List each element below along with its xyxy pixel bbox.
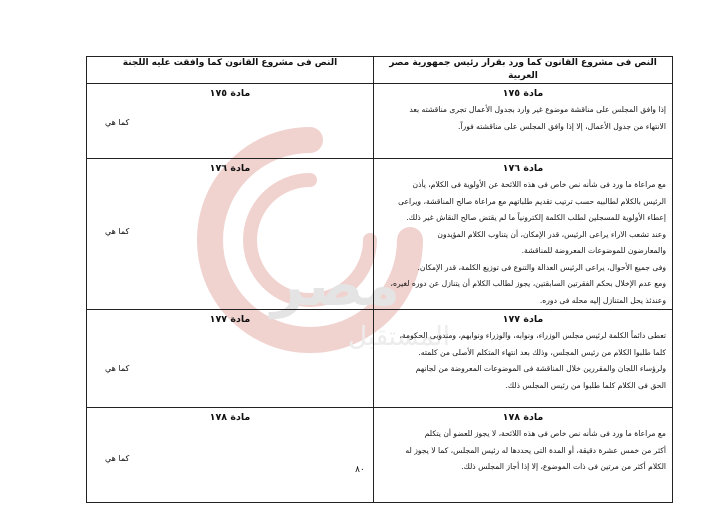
unchanged-note: كما هي xyxy=(105,227,130,236)
table-row xyxy=(87,310,673,408)
committee-text-cell xyxy=(87,84,374,159)
law-comparison-table xyxy=(86,56,673,503)
article-body xyxy=(374,424,672,476)
article-line: ولرؤساء اللجان والمقررين خلال المناقشة فى الموضوعات المعروضة من لجانهم xyxy=(415,364,666,373)
article-line: وفى جميع الأحوال، يراعى الرئيس العدالة والتنوع فى توزيع الكلمة، قدر الإمكان. xyxy=(417,262,666,272)
government-text-cell xyxy=(374,408,673,503)
committee-text-cell xyxy=(87,159,374,310)
watermark-text-top: مصر xyxy=(270,251,400,319)
article-line: الانتهاء من جدول الأعمال، إلا إذا وافق المجلس على مناقشته فوراً. xyxy=(458,121,666,131)
table-row xyxy=(87,159,673,310)
page-number: ٨٠ xyxy=(355,465,365,475)
article-line: ومع عدم الإخلال بحكم الفقرتين السابقتين، يجوز لطالب الكلام أن يتنازل عن دوره لغيره، xyxy=(390,279,666,288)
government-text-cell xyxy=(374,159,673,310)
unchanged-note: كما هي xyxy=(105,454,130,463)
table-row xyxy=(87,408,673,503)
article-line: والمعارضون للموضوعات المعروضة للمناقشة. xyxy=(521,246,666,255)
article-line: الكلام أكثر من مرتين فى ذات الموضوع، إلا إذا أجاز المجلس ذلك. xyxy=(461,462,666,471)
article-line: إعطاء الأولوية للمسجلين لطلب الكلمة إلكترونياً ما لم يقتض صالح النقاش غير ذلك. xyxy=(406,213,666,222)
article-line: تعطى دائماً الكلمة لرئيس مجلس الوزراء، ونوابه، والوزراء ونوابهم، ومندوبى الحكومة، xyxy=(399,331,666,340)
article-number: مادة ١٧٨ xyxy=(209,412,251,423)
article-line: وعند تشعب الاراء يراعى الرئيس، قدر الإمكان، أن يتناوب الكلام المؤيدون xyxy=(437,229,666,239)
watermark-text-bottom: المستقبل xyxy=(348,322,450,352)
article-body xyxy=(374,100,672,135)
article-number: مادة ١٧٥ xyxy=(502,88,544,99)
article-number: مادة ١٧٥ xyxy=(209,88,251,99)
committee-text-cell xyxy=(87,408,374,503)
government-text-cell xyxy=(374,310,673,408)
article-line: الحق فى الكلام كلما طلبوا من رئيس المجلس ذلك. xyxy=(505,380,666,390)
article-line: مع مراعاة ما ورد فى شأنه نص خاص فى هذه اللائحة، لا يجوز للعضو أن يتكلم xyxy=(424,429,666,438)
committee-text-cell xyxy=(87,310,374,408)
article-line: كلما طلبوا الكلام من رئيس المجلس، وذلك بعد انتهاء المتكلم الأصلى من كلمته. xyxy=(418,347,666,357)
article-number: مادة ١٧٨ xyxy=(502,412,544,423)
header-government-text: النص فى مشروع القانون كما ورد بقرار رئيس جمهورية مصر العربية xyxy=(374,57,673,84)
unchanged-note: كما هي xyxy=(105,364,130,373)
article-number: مادة ١٧٦ xyxy=(209,163,251,174)
article-line: الرئيس بالكلام لطالبيه حسب ترتيب تقديم طلباتهم مع مراعاة صالح المناقشة، ويراعى xyxy=(398,196,666,206)
unchanged-note: كما هي xyxy=(105,118,130,127)
article-line: إذا وافق المجلس على مناقشة موضوع غير وارد بجدول الأعمال تجرى مناقشته بعد xyxy=(409,105,666,114)
article-line: مع مراعاة ما ورد فى شأنه نص خاص فى هذه اللائحة عن الأولوية فى الكلام، يأذن xyxy=(412,180,666,189)
header-committee-text: النص فى مشروع القانون كما وافقت عليه اللجنة xyxy=(87,57,374,84)
article-number: مادة ١٧٧ xyxy=(502,314,544,325)
table-row xyxy=(87,84,673,159)
government-text-cell xyxy=(374,84,673,159)
article-line: وعندئذ يحل المتنازل إليه محله فى دوره. xyxy=(539,295,666,305)
article-body xyxy=(374,326,672,394)
article-number: مادة ١٧٦ xyxy=(502,163,544,174)
article-body xyxy=(374,175,672,309)
article-line: أكثر من خمس عشرة دقيقة، أو المدة التى يحددها له رئيس المجلس، كما لا يجوز له xyxy=(405,445,666,455)
article-number: مادة ١٧٧ xyxy=(209,314,251,325)
